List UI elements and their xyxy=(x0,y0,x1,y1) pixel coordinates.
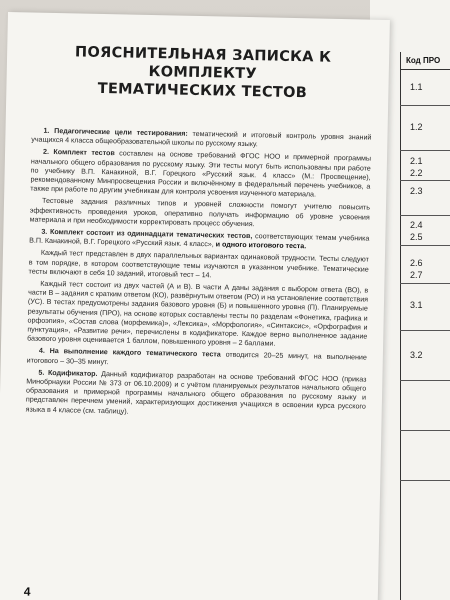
code-cell: 3.2 xyxy=(410,350,423,360)
section-3-p3: Каждый тест состоит из двух частей (А и В). В части А даны задания с выбором ответа (ВО), в части В – задания с кратким ответом (КО), развёрнутым ответом (РО) и на установление соответствия (УС). В тестах предусмотрены задания базового уровня (Б) и повышенного уровня (П). Планируемые результаты обучения (ПРО), на основе которых составлены тесты по разделам «Фонетика, графика и орфоэпия», «Состав слова (морфемика)», «Лексика», «Морфология», «Синтаксис», «Орфография и пунктуация», «Развитие речи», перечислены в кодификаторе. Каждое верно выполненное задание базового уровня оценивается 1 баллом, повышенного уровня – 2 баллами. xyxy=(27,279,369,348)
code-cell: 2.4 xyxy=(410,220,423,230)
section-3-label: 3. Комплект состоит из одиннадцати тематических тестов, xyxy=(41,227,253,241)
code-cell: 1.2 xyxy=(410,122,423,132)
page-number: 4 xyxy=(23,584,31,599)
section-5-text: Данный кодификатор разработан на основе требований ФГОС НОО (приказ Минобрнауки России № 373 от 06.10.2009) и с учётом планируемых результатов начального общего образования и примерной программы начального общего образования по русскому языку и представлен перечнем умений, характеризующих достижения учащихся в освоении курса русского языка в 4 классе (см. таблицу). xyxy=(25,369,367,416)
section-1-text: тематический и итоговый контроль уровня знаний учащихся 4 класса общеобразовательной школы по русскому языку. xyxy=(31,129,372,149)
section-2-extra: Тестовые задания различных типов и уровней сложности помогут учителю повысить эффективность проведения уроков, оперативно получать информацию об уровне усвоения материала и при необходимости корректировать процесс обучения. xyxy=(29,197,371,229)
codifier-table-edge xyxy=(400,52,450,600)
section-4-text: отводится 20–25 минут, на выполнение итогового – 30–35 минут. xyxy=(26,351,367,366)
section-3-tail: и одного итогового теста. xyxy=(215,240,307,251)
section-4-label: 4. На выполнение каждого тематического теста xyxy=(38,347,221,359)
section-5 xyxy=(26,368,367,421)
section-1-label: 1. Педагогические цели тестирования: xyxy=(43,126,188,138)
code-cell: 2.1 xyxy=(410,156,423,166)
section-2-text: составлен на основе требований ФГОС НОО и примерной программы начального общего образования по русскому языку. Эти тесты могут быть использованы при работе по учебнику В.П. Канакиной, В.Г. Горецкого «Русский язык. 4 класс» (М.: Просвещение), рекомендованному Минпросвещения России и включённому в федеральный перечень учебников, а также при работе по другим учебникам для контроля усвоения изученного материала. xyxy=(30,149,372,199)
section-2-label: 2. Комплект тестов xyxy=(42,148,115,158)
code-cell: 2.5 xyxy=(410,232,423,242)
title-line-2: ТЕМАТИЧЕСКИХ ТЕСТОВ xyxy=(97,80,308,102)
document-page xyxy=(0,12,390,600)
page-content xyxy=(26,43,374,425)
code-cell: 1.1 xyxy=(410,82,423,92)
code-cell: 2.2 xyxy=(410,168,423,178)
title-line-1: ПОЯСНИТЕЛЬНАЯ ЗАПИСКА К КОМПЛЕКТУ xyxy=(74,44,332,83)
section-5-label: 5. Кодификатор. xyxy=(38,368,98,378)
codifier-header: Код ПРО xyxy=(400,52,450,70)
code-cell: 2.3 xyxy=(410,186,423,196)
code-cell: 2.7 xyxy=(410,270,423,280)
code-cell: 2.6 xyxy=(410,258,423,268)
code-cell: 3.1 xyxy=(410,300,423,310)
section-3-p2: Каждый тест представлен в двух параллельных вариантах одинаковой трудности. Тесты следуют в том порядке, в котором соответствующие темы изучаются в указанном учебнике. Тематические тесты включают в себя 10 заданий, итоговый тест – 14. xyxy=(28,249,369,280)
section-3-text: соответствующих темам учебника В.П. Канакиной, В.Г. Горецкого «Русский язык. 4 класс», xyxy=(29,232,370,249)
section-2 xyxy=(30,148,371,201)
